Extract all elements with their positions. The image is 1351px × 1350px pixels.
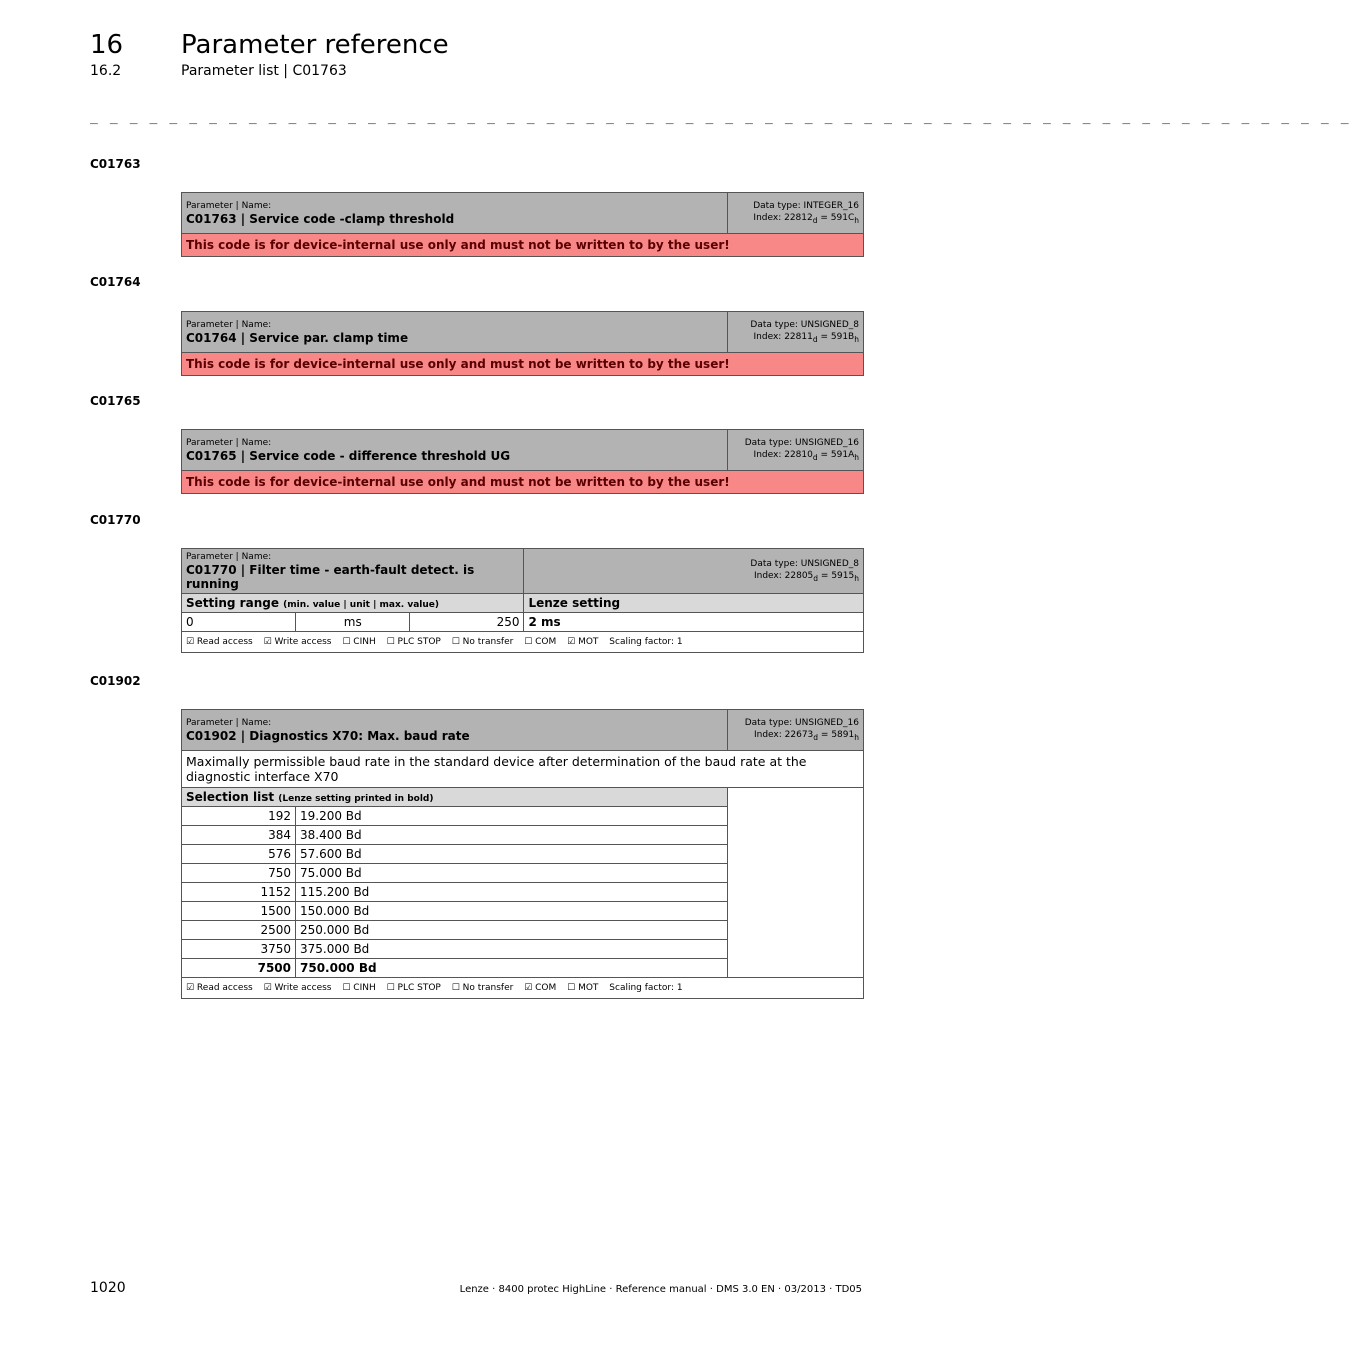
chapter-title: Parameter reference: [181, 30, 449, 60]
option-label: 19.200 Bd: [296, 807, 728, 826]
option-label: 250.000 Bd: [296, 921, 728, 940]
param-table-c01763: [181, 192, 864, 257]
param-name: C01902 | Diagnostics X70: Max. baud rate: [186, 729, 470, 743]
access-flags: [182, 632, 864, 653]
index-sub-h: h: [854, 732, 859, 742]
section-heading-c01765: C01765: [90, 394, 141, 408]
chapter-number: 16: [90, 30, 124, 60]
option-value: 1152: [182, 883, 296, 902]
scaling-factor: Scaling factor: 1: [609, 637, 683, 647]
setting-range-note: (min. value | unit | max. value): [283, 600, 439, 610]
flag-plc-stop: ☐ PLC STOP: [386, 637, 441, 647]
flag-com: ☑ COM: [524, 983, 557, 993]
param-table-c01765: [181, 429, 864, 494]
flag-plc-stop: ☐ PLC STOP: [386, 983, 441, 993]
lenze-setting-value: 2 ms: [524, 613, 864, 632]
flag-mot: ☐ MOT: [567, 983, 599, 993]
index-hex: = 591A: [817, 449, 855, 460]
index-sub-d: d: [812, 215, 818, 225]
option-label-default: 750.000 Bd: [296, 959, 728, 978]
param-name: C01764 | Service par. clamp time: [186, 331, 409, 345]
index: Index: 22805: [753, 570, 814, 581]
flag-mot: ☑ MOT: [567, 637, 599, 647]
param-table-c01764: [181, 311, 864, 376]
index: Index: 22673: [753, 729, 814, 740]
flag-write-access: ☑ Write access: [263, 637, 332, 647]
param-name-label: Parameter | Name:: [186, 552, 272, 562]
index-sub-h: h: [854, 334, 859, 344]
selection-list-header: [182, 788, 728, 807]
empty-cell: [728, 788, 864, 978]
setting-range-header: [182, 594, 524, 613]
section-heading-c01763: C01763: [90, 157, 141, 171]
footer-text: Lenze · 8400 protec HighLine · Reference manual · DMS 3.0 EN · 03/2013 · TD05: [459, 1284, 862, 1295]
option-label: 38.400 Bd: [296, 826, 728, 845]
param-name-label: Parameter | Name:: [186, 320, 272, 330]
param-name-label: Parameter | Name:: [186, 718, 272, 728]
flag-no-transfer: ☐ No transfer: [451, 983, 514, 993]
flag-write-access: ☑ Write access: [263, 983, 332, 993]
index-sub-h: h: [854, 573, 859, 583]
param-description: Maximally permissible baud rate in the standard device after determination of the baud rate at the diagnostic interface X70: [182, 751, 864, 788]
warning-text: This code is for device-internal use only and must not be written to by the user!: [182, 234, 864, 257]
option-value: 750: [182, 864, 296, 883]
index: Index: 22810: [753, 449, 813, 460]
header-separator: _ _ _ _ _ _ _ _ _ _ _ _ _ _ _ _ _ _ _ _ _ _ _ _ _ _ _ _ _ _ _ _ _ _ _ _ _ _ _ _ _ _ _ _ _ _ _ _ _ _ _ _ _ _ _ _ _ _ _ _ _ _ _ _: [90, 110, 1351, 125]
index: Index: 22812: [753, 212, 813, 223]
option-value: 1500: [182, 902, 296, 921]
selection-list-label: Selection list: [186, 790, 275, 804]
index-sub-h: h: [854, 452, 859, 462]
range-max: 250: [410, 613, 524, 632]
index-hex: = 591C: [817, 212, 855, 223]
warning-text: This code is for device-internal use only and must not be written to by the user!: [182, 353, 864, 376]
flag-cinh: ☐ CINH: [342, 637, 376, 647]
section-title: Parameter list | C01763: [181, 63, 347, 79]
flag-com: ☐ COM: [524, 637, 557, 647]
option-value-default: 7500: [182, 959, 296, 978]
index: Index: 22811: [753, 331, 813, 342]
param-type-cell: [524, 549, 864, 594]
param-name-cell: [182, 430, 728, 471]
option-label: 375.000 Bd: [296, 940, 728, 959]
param-table-c01770: [181, 548, 864, 653]
flag-read-access: ☑ Read access: [186, 637, 253, 647]
index-sub-h: h: [854, 215, 859, 225]
warning-text: This code is for device-internal use only and must not be written to by the user!: [182, 471, 864, 494]
param-type-cell: [728, 312, 864, 353]
index-hex: = 591B: [817, 331, 855, 342]
option-value: 576: [182, 845, 296, 864]
data-type: Data type: UNSIGNED_8: [750, 558, 859, 569]
option-value: 192: [182, 807, 296, 826]
option-label: 150.000 Bd: [296, 902, 728, 921]
param-type-cell: [728, 193, 864, 234]
param-name: C01765 | Service code - difference threshold UG: [186, 449, 511, 463]
option-value: 384: [182, 826, 296, 845]
option-value: 3750: [182, 940, 296, 959]
param-name-cell: [182, 549, 524, 594]
lenze-setting-header: Lenze setting: [524, 594, 864, 613]
flag-no-transfer: ☐ No transfer: [451, 637, 514, 647]
data-type: Data type: UNSIGNED_8: [750, 319, 859, 330]
data-type: Data type: INTEGER_16: [753, 200, 859, 211]
param-name: C01763 | Service code -clamp threshold: [186, 212, 455, 226]
data-type: Data type: UNSIGNED_16: [744, 717, 859, 728]
flag-cinh: ☐ CINH: [342, 983, 376, 993]
param-name-cell: [182, 312, 728, 353]
param-type-cell: [728, 430, 864, 471]
index-sub-d: d: [813, 573, 819, 583]
setting-range-label: Setting range: [186, 596, 279, 610]
section-heading-c01764: C01764: [90, 275, 141, 289]
param-type-cell: [728, 710, 864, 751]
param-name: C01770 | Filter time - earth-fault detect. is running: [186, 563, 475, 591]
data-type: Data type: UNSIGNED_16: [744, 437, 859, 448]
access-flags: [182, 978, 864, 999]
param-name-label: Parameter | Name:: [186, 201, 272, 211]
index-sub-d: d: [812, 452, 818, 462]
param-name-cell: [182, 193, 728, 234]
index-hex: = 5915: [818, 570, 855, 581]
section-number: 16.2: [90, 63, 122, 79]
option-label: 57.600 Bd: [296, 845, 728, 864]
param-name-label: Parameter | Name:: [186, 438, 272, 448]
page-number: 1020: [90, 1280, 126, 1296]
scaling-factor: Scaling factor: 1: [609, 983, 683, 993]
index-hex: = 5891: [818, 729, 855, 740]
range-unit: ms: [296, 613, 410, 632]
option-label: 75.000 Bd: [296, 864, 728, 883]
index-sub-d: d: [812, 334, 818, 344]
param-table-c01902: [181, 709, 864, 999]
option-value: 2500: [182, 921, 296, 940]
index-sub-d: d: [813, 732, 819, 742]
param-name-cell: [182, 710, 728, 751]
section-heading-c01770: C01770: [90, 513, 141, 527]
flag-read-access: ☑ Read access: [186, 983, 253, 993]
option-label: 115.200 Bd: [296, 883, 728, 902]
selection-list-note: (Lenze setting printed in bold): [278, 794, 434, 804]
section-heading-c01902: C01902: [90, 674, 141, 688]
range-min: 0: [182, 613, 296, 632]
